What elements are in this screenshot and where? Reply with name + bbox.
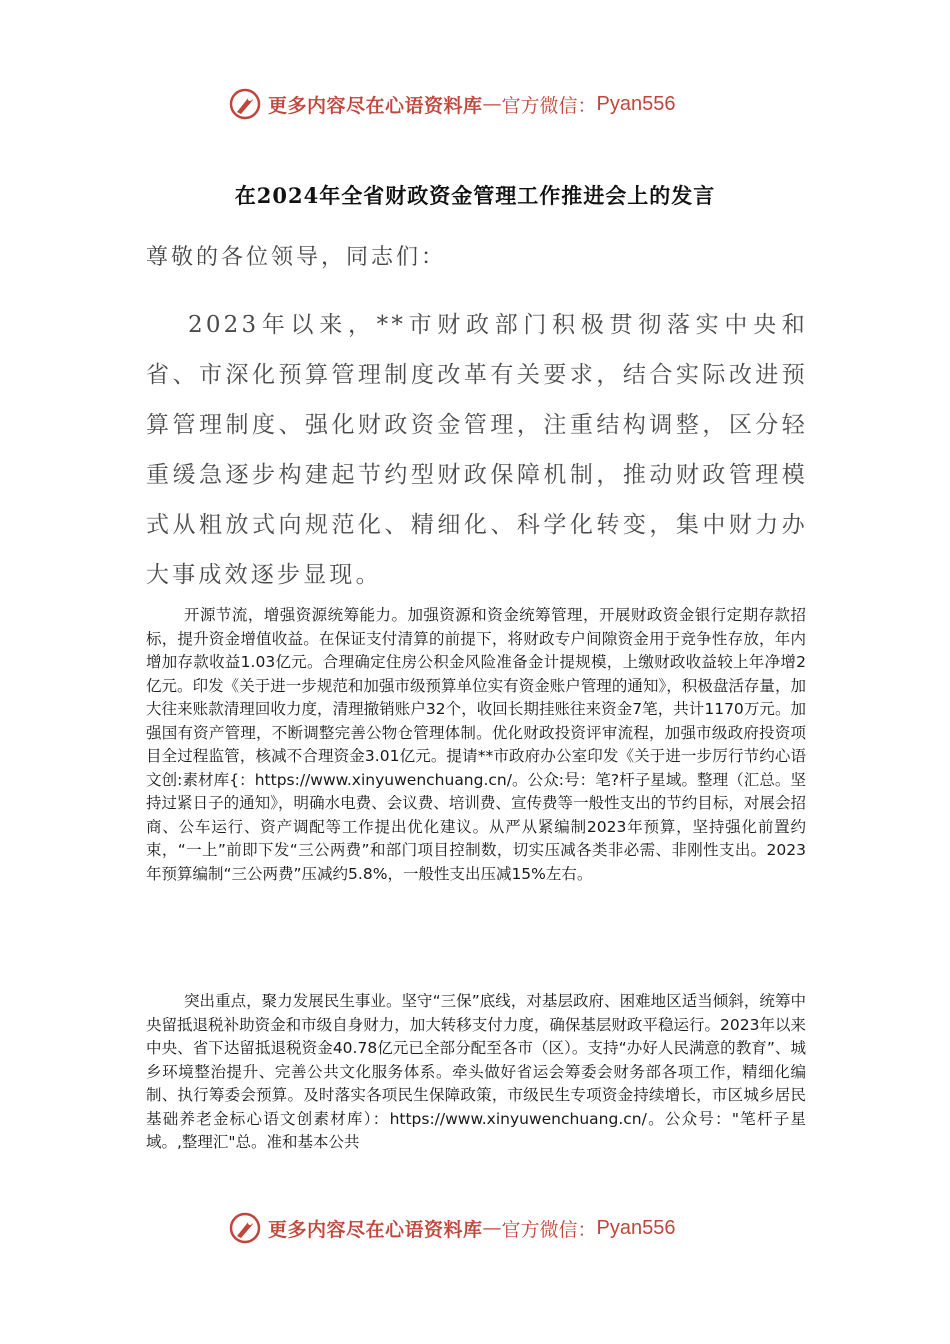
greeting: 尊敬的各位领导，同志们：	[146, 245, 447, 270]
banner-dash: —	[482, 1217, 502, 1239]
footer-watermark-banner	[228, 1208, 676, 1248]
lead-paragraph: 2023年以来，**市财政部门积极贯彻落实中央和省、市深化预算管理制度改革有关要求，结合实际改进预算管理制度、强化财政资金管理，注重结构调整，区分轻重缓急逐步构建起节约型财政保障机制，推动财政管理模式从粗放式向规范化、精细化、科学化转变，集中财力办大事成效逐步显现。	[146, 312, 808, 588]
banner-wechat-label: 官方微信：	[501, 1218, 597, 1241]
header-watermark-banner	[228, 84, 676, 124]
banner-text: 更多内容尽在心语资料库	[268, 94, 483, 117]
banner-wechat-id: Pyan556	[596, 1216, 676, 1239]
banner-wechat-label: 官方微信：	[501, 94, 597, 117]
pen-nib-logo-icon	[228, 87, 262, 121]
pen-nib-logo-icon	[228, 1211, 262, 1245]
document-title: 在2024年全省财政资金管理工作推进会上的发言	[234, 183, 716, 208]
banner-wechat-id: Pyan556	[596, 92, 676, 115]
body-paragraph-1: 开源节流，增强资源统筹能力。加强资源和资金统筹管理，开展财政资金银行定期存款招标，提升资金增值收益。在保证支付清算的前提下，将财政专户间隙资金用于竞争性存放，年内增加存款收益1.03亿元。合理确定住房公积金风险准备金计提规模，上缴财政收益较上年净增2亿元。印发《关于进一步规范和加强市级预算单位实有资金账户管理的通知》，积极盘活存量，加大往来账款清理回收力度，清理撤销账户32个，收回长期挂账往来资金7笔，共计1170万元。加强国有资产管理，不断调整完善公物仓管理体制。优化财政投资评审流程，加强市级政府投资项目全过程监管，核减不合理资金3.01亿元。提请**市政府办公室印发《关于进一步厉行节约心语文创:素材库{：https://www.xinyuwenchuang.cn/。公众:号：笔?杆子星域。整理（汇总。坚持过紧日子的通知》，明确水电费、会议费、培训费、宣传费等一般性支出的节约目标，对展会招商、公车运行、资产调配等工作提出优化建议。从严从紧编制2023年预算，坚持强化前置约束，“一上”前即下发“三公两费”和部门项目控制数，切实压减各类非必需、非刚性支出。2023年预算编制“三公两费”压减约5.8%，一般性支出压减15%左右。	[146, 606, 806, 883]
banner-dash: —	[482, 93, 502, 115]
banner-text: 更多内容尽在心语资料库	[268, 1218, 483, 1241]
body-paragraph-2: 突出重点，聚力发展民生事业。坚守“三保”底线，对基层政府、困难地区适当倾斜，统筹中央留抵退税补助资金和市级自身财力，加大转移支付力度，确保基层财政平稳运行。2023年以来中央、省下达留抵退税资金40.78亿元已全部分配至各市（区）。支持“办好人民满意的教育”、城乡环境整治提升、完善公共文化服务体系。牵头做好省运会筹委会财务部各项工作，精细化编制、执行筹委会预算。及时落实各项民生保障政策，市级民生专项资金持续增长，市区城乡居民基础养老金标心语文创素材库）：https://www.xinyuwenchuang.cn/。公众号："笔杆子星域。,整理汇"总。准和基本公共	[146, 992, 806, 1151]
